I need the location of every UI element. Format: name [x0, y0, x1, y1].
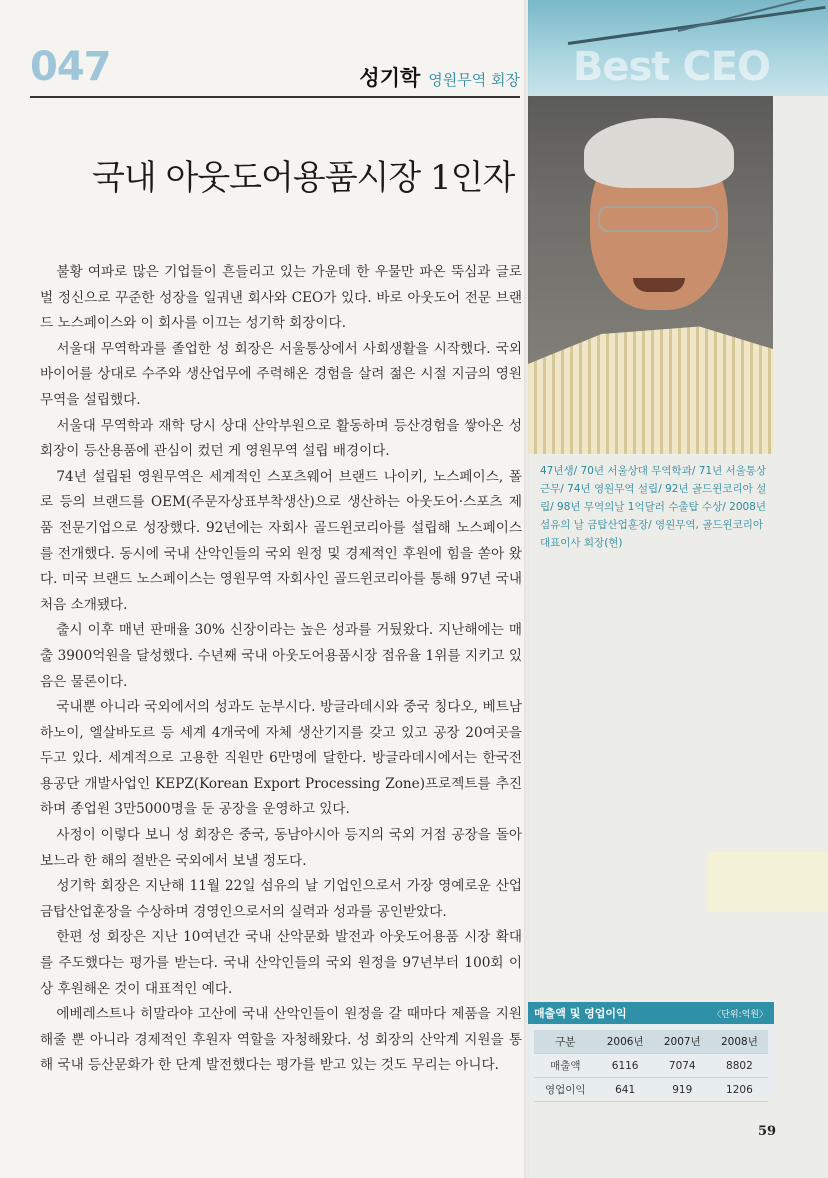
- financial-table-header: [528, 1002, 774, 1024]
- column-header: 2007년: [654, 1030, 711, 1054]
- table-cell: 매출액: [534, 1054, 597, 1078]
- table-cell: 1206: [711, 1078, 768, 1102]
- portrait-glasses: [598, 206, 718, 232]
- table-header-row: [534, 1030, 768, 1054]
- paragraph: 에베레스트나 히말라야 고산에 국내 산악인들이 원정을 갈 때마다 제품을 지원해줄 뿐 아니라 경제적인 후원자 역할을 자청해왔다. 성 회장의 산악계 지원을 통해 국내 등산문화가 한 단계 발전했다는 평가를 받고 있는 것도 무리는 아니다.: [40, 1006, 522, 1074]
- financial-table-unit: 〈단위:억원〉: [712, 1009, 768, 1020]
- financial-table-box: [528, 1002, 774, 1098]
- header-rule: [30, 96, 520, 98]
- portrait-smile: [633, 278, 685, 292]
- paragraph: 사정이 이렇다 보니 성 회장은 중국, 동남아시아 등지의 국외 거점 공장을 돌아보느라 한 해의 절반은 국외에서 보낼 정도다.: [40, 827, 522, 869]
- paragraph: 불황 여파로 많은 기업들이 흔들리고 있는 가운데 한 우물만 파온 뚝심과 글로벌 정신으로 꾸준한 성장을 일궈낸 회사와 CEO가 있다. 바로 아웃도어 전문 브랜드 노스페이스와 이 회사를 이끄는 성기학 회장이다.: [40, 264, 522, 332]
- table-row: [534, 1054, 768, 1078]
- paragraph: 출시 이후 매년 판매율 30% 신장이라는 높은 성과를 거뒀왔다. 지난해에는 매출 3900억원을 달성했다. 수년째 국내 아웃도어용품시장 점유율 1위를 지키고 있음은 물론이다.: [40, 622, 522, 690]
- column-header: 2006년: [597, 1030, 654, 1054]
- table-row: [534, 1078, 768, 1102]
- ceo-role: 영원무역 회장: [428, 71, 520, 89]
- article-body: [40, 260, 522, 1079]
- portrait-shirt: [528, 304, 773, 454]
- ceo-name: 성기학: [359, 66, 421, 90]
- byline: [182, 62, 520, 92]
- page-gutter: [524, 0, 530, 1178]
- table-cell: 919: [654, 1078, 711, 1102]
- article-number: 047: [30, 44, 111, 90]
- column-header: 2008년: [711, 1030, 768, 1054]
- financial-table: [534, 1030, 768, 1102]
- financial-table-title: 매출액 및 영업이익: [534, 1007, 627, 1020]
- paragraph: 서울대 무역학과를 졸업한 성 회장은 서울통상에서 사회생활을 시작했다. 국외 바이어를 상대로 수주와 생산업무에 주력해온 경험을 살려 젊은 시절 지금의 영원무역을 설립했다.: [40, 340, 522, 408]
- paragraph: 성기학 회장은 지난해 11월 22일 섬유의 날 기업인으로서 가장 영예로운 산업 금탑산업훈장을 수상하며 경영인으로서의 실력과 성과를 공인받았다.: [40, 878, 522, 920]
- table-cell: 641: [597, 1078, 654, 1102]
- ceo-portrait: [528, 96, 773, 454]
- header-banner: [528, 0, 828, 96]
- table-cell: 7074: [654, 1054, 711, 1078]
- paragraph: 국내뿐 아니라 국외에서의 성과도 눈부시다. 방글라데시와 중국 칭다오, 베트남 하노이, 엘살바도르 등 세계 4개국에 자체 생산기지를 갖고 있고 공장 20여곳을 두고 있다. 세계적으로 고용한 직원만 6만명에 달한다. 방글라데시에서는 한국전용공단 개발사업인 KEPZ(Korean Export Processing Zone)프로젝트를 추진하며 종업원 3만5000명을 둔 공장을 운영하고 있다.: [40, 699, 522, 818]
- table-cell: 6116: [597, 1054, 654, 1078]
- table-cell: 8802: [711, 1054, 768, 1078]
- table-cell: 영업이익: [534, 1078, 597, 1102]
- page-number: 59: [758, 1124, 777, 1139]
- paragraph: 서울대 무역학과 재학 당시 상대 산악부원으로 활동하며 등산경험을 쌓아온 성 회장이 등산용품에 관심이 컸던 게 영원무역 설립 배경이다.: [40, 417, 522, 460]
- headline: 국내 아웃도어용품시장 1인자: [92, 158, 515, 198]
- profile-caption: 47년생/ 70년 서울상대 무역학과/ 71년 서울통상 근무/ 74년 영원무역 설립/ 92년 골드윈코리아 설립/ 98년 무역의날 1억달러 수출탑 수상/ 2008년 섬유의 날 금탑산업훈장/ 영원무역, 골드윈코리아 대표이사 회장(현): [540, 465, 767, 549]
- paragraph: 74년 설립된 영원무역은 세계적인 스포츠웨어 브랜드 나이키, 노스페이스, 폴로 등의 브랜드를 OEM(주문자상표부착생산)으로 생산하는 아웃도어·스포츠 제품 전문기업으로 성장했다. 92년에는 자회사 골드윈코리아를 설립해 노스페이스를 전개했다. 동시에 국내 산악인들의 국외 원정 및 경제적인 후원에 힘을 쏟아 왔다. 미국 브랜드 노스페이스는 영원무역 자회사인 골드윈코리아를 통해 97년 국내 처음 소개됐다.: [40, 468, 522, 613]
- paragraph: 한편 성 회장은 지난 10여년간 국내 산악문화 발전과 아웃도어용품 시장 확대를 주도했다는 평가를 받는다. 국내 산악인들의 국외 원정을 97년부터 100회 이상 후원해온 것이 대표적인 예다.: [40, 929, 522, 997]
- sticky-note: [708, 852, 828, 912]
- column-header: 구분: [534, 1030, 597, 1054]
- banner-title: Best CEO: [572, 44, 770, 90]
- portrait-hair: [584, 118, 734, 188]
